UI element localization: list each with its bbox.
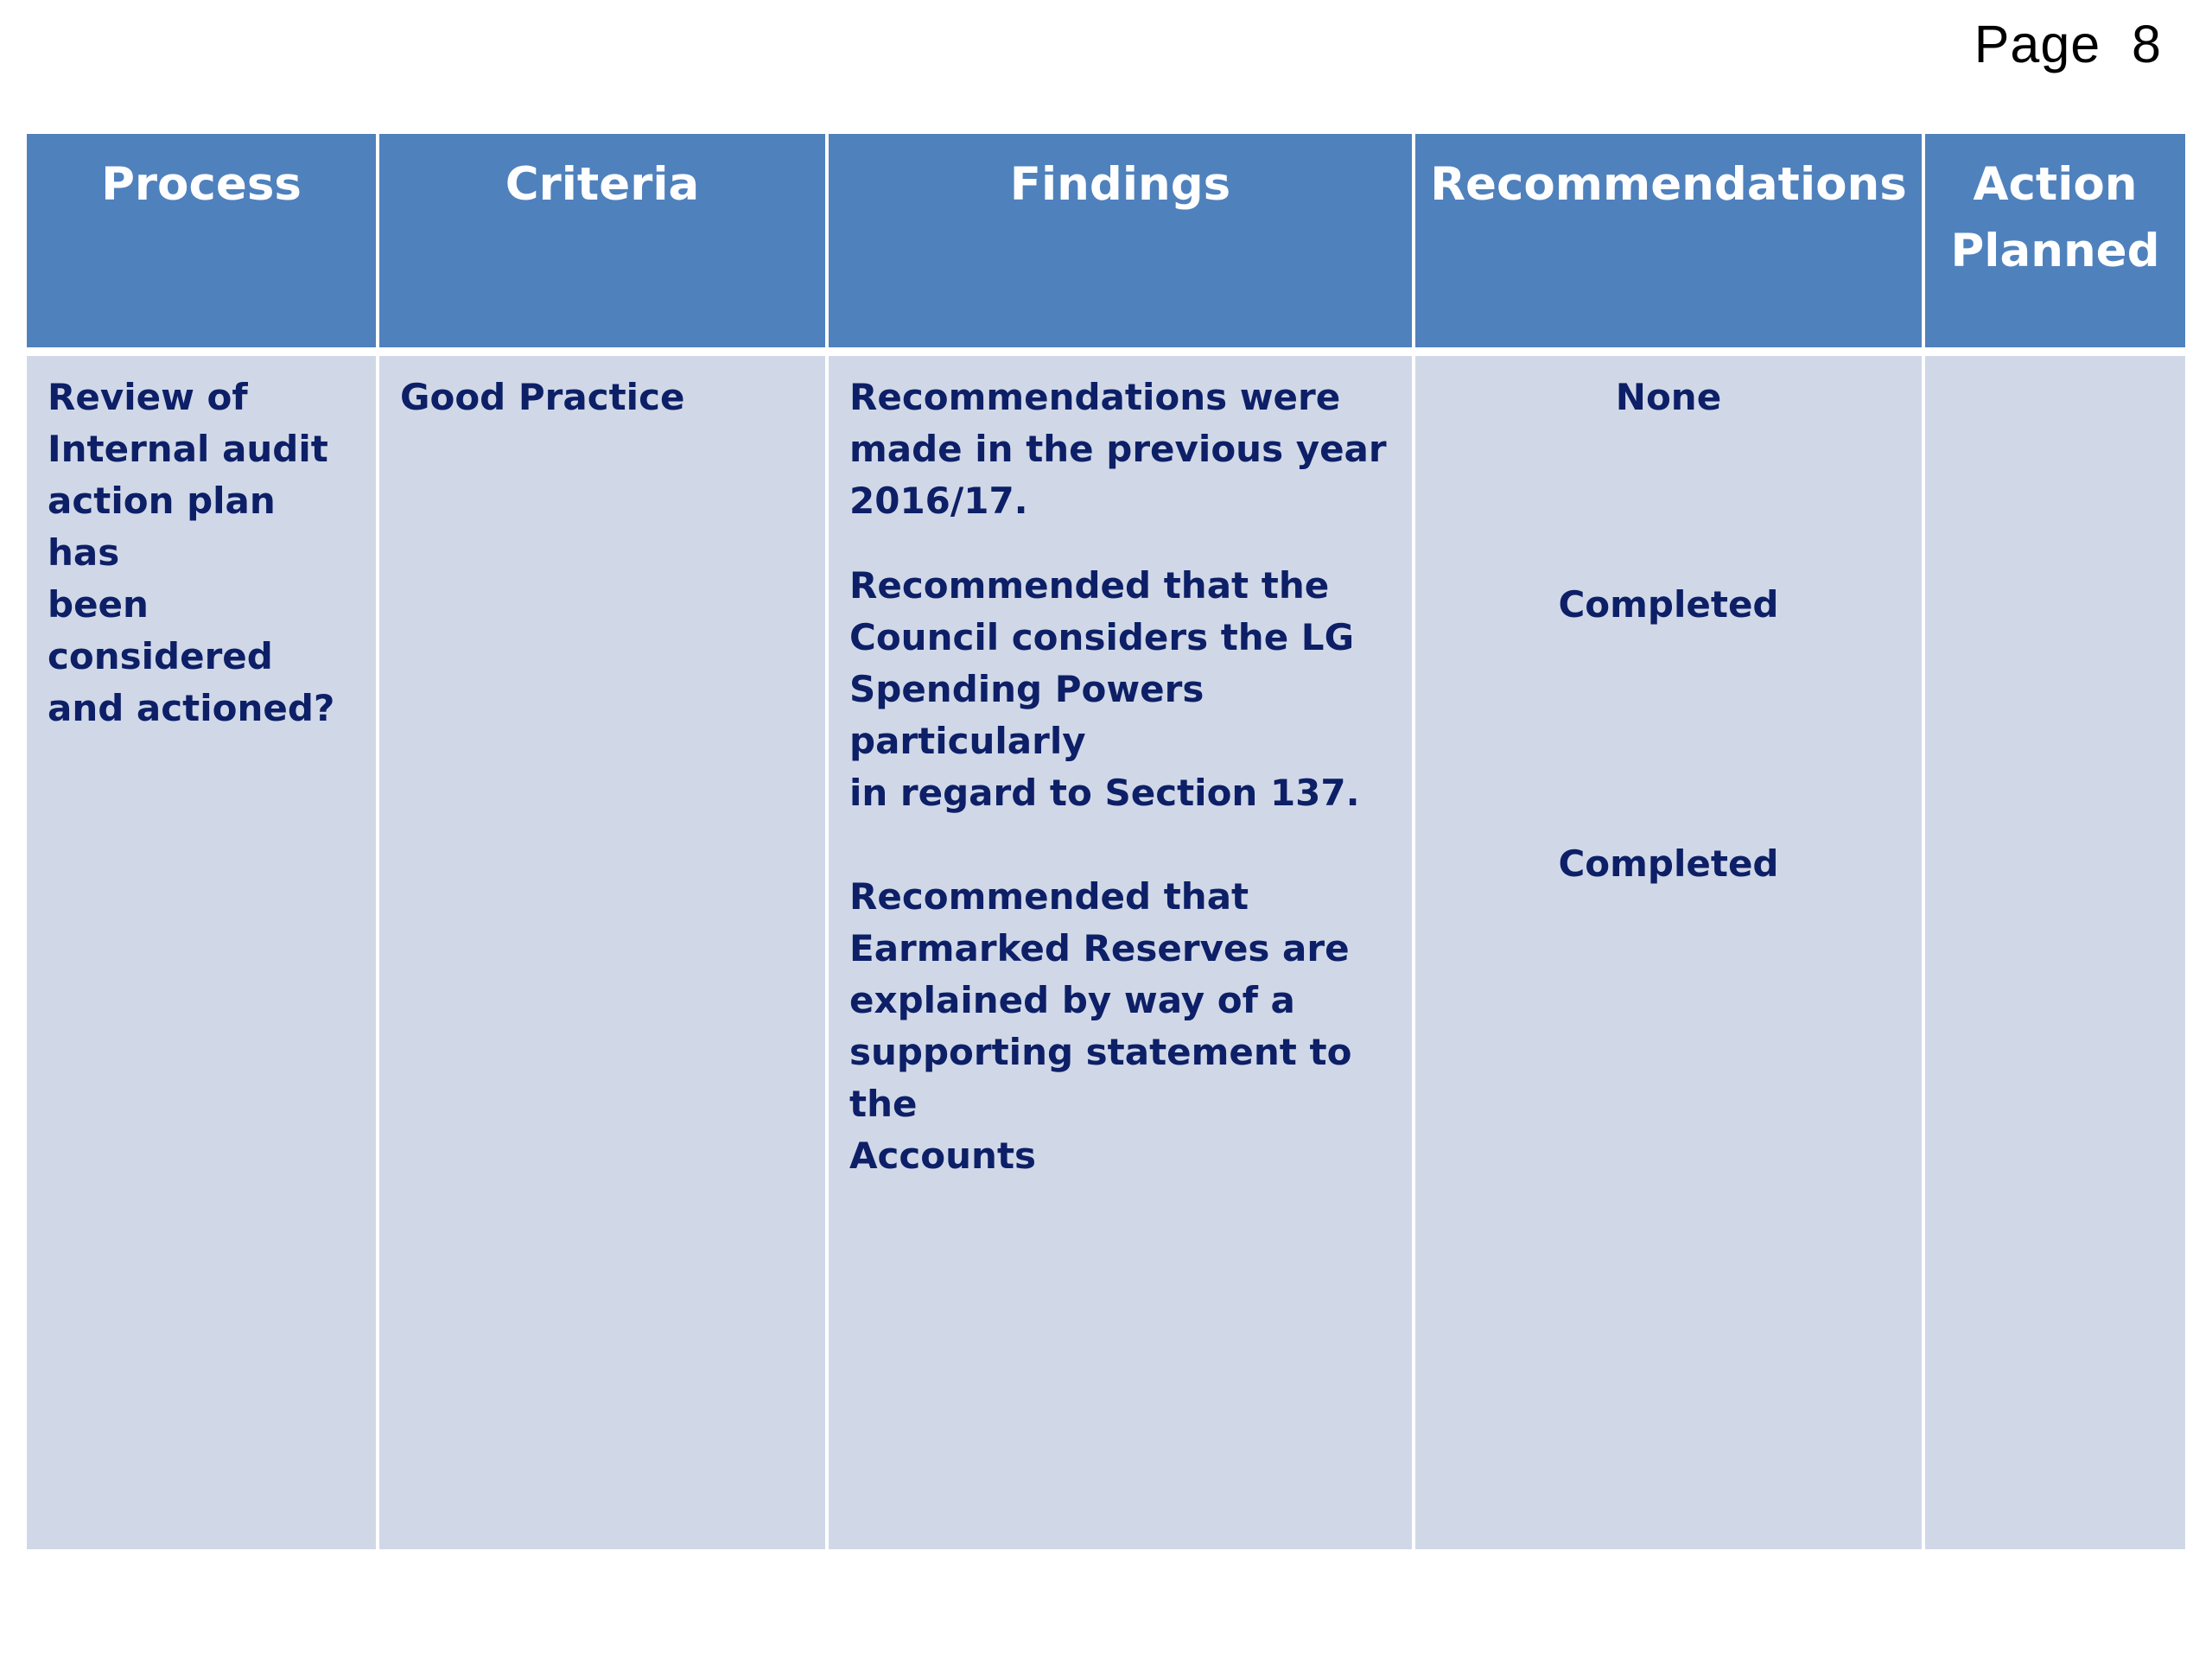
recommendation-1: None bbox=[1615, 376, 1722, 418]
cell-action-planned bbox=[1923, 352, 2185, 1549]
header-criteria: Criteria bbox=[378, 134, 827, 352]
audit-table bbox=[27, 134, 2185, 1549]
finding-3: Recommended that Earmarked Reserves are explained by way of a supporting statement to the Accounts bbox=[849, 875, 1352, 1177]
header-recommendations: Recommendations bbox=[1414, 134, 1923, 352]
cell-criteria bbox=[378, 352, 827, 1549]
finding-2: Recommended that the Council considers the LG Spending Powers particularly in regard to Section 137. bbox=[849, 564, 1360, 814]
table-header-row bbox=[27, 134, 2185, 352]
recommendation-2: Completed bbox=[1558, 583, 1779, 626]
page-number: Page 8 bbox=[1974, 15, 2162, 73]
header-findings: Findings bbox=[827, 134, 1414, 352]
recommendation-3: Completed bbox=[1558, 842, 1779, 885]
cell-process bbox=[27, 352, 378, 1549]
criteria-text: Good Practice bbox=[400, 376, 685, 418]
header-action-planned: Action Planned bbox=[1923, 134, 2185, 352]
cell-recommendations bbox=[1414, 352, 1923, 1549]
finding-1: Recommendations were made in the previous year 2016/17. bbox=[849, 376, 1387, 522]
table-row bbox=[27, 352, 2185, 1549]
header-process: Process bbox=[27, 134, 378, 352]
process-text: Review of Internal audit action plan has been considered and actioned? bbox=[48, 376, 335, 729]
cell-findings bbox=[827, 352, 1414, 1549]
